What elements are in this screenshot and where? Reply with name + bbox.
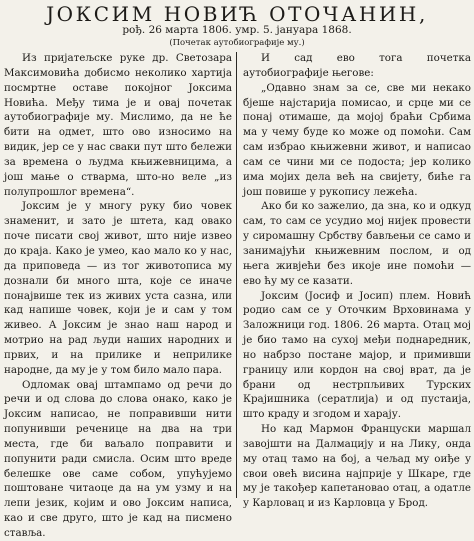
right-paragraph-2: „Одавно знам за се, све ми некако бјеше најстарија помисао, и срце ми се понај отимаше, да мојој браћи Србима ма у чему буде ко може од помоћи. Сам сам избрао књижевни живот, и написао сам се чини ми се подоста; јер колико има мојих дела већ на свијету, биће га још повише у рукопису лежећа. xyxy=(243,81,471,198)
left-column xyxy=(4,51,232,541)
autobiography-note: (Почетак аутобиографије му.) xyxy=(169,38,305,48)
right-paragraph-1: И сад ево тога почетка аутобиографије његове: xyxy=(243,52,471,79)
right-paragraph-5: Но кад Мармон Француски маршал завојшти на Далмацију и на Лику, онда му отац тамо на бој, а чељад му оиђе у свои овећ висина најприје у Шкаре, где му је такођер капетановао отац, а одатле у Карловац и из Карловца у Брод. xyxy=(243,423,471,510)
left-paragraph-3: Одломак овај штампамо од речи до речи и од слова до слова онако, како је Јоксим написао, не поправивши нити попунивши реченице на два на три места, где би ваљало поправити и попунити ради смисла. Осим што вреде белешке ове саме собом, упућујемо поштоване читаоце да на ум узму и на лепи језик, којим и ово Јоксим написа, као и све друго, што је кад на писмено ставља. xyxy=(4,378,232,539)
right-paragraph-4: Јоксим (Јосиф и Јосип) плем. Новић родио сам се у Оточким Врховинама у Заложници год. 1806. 26 марта. Отац мој је био тамо на сухој међи поднаредник, но набрзо постане мајор, и примивши границу или кордон на свој врат, да је брани од нестрпљивих Турских Крајишника (сератлија) и од пустаија, што краду и згодом и харају. xyxy=(243,289,471,421)
column-divider xyxy=(236,52,237,498)
right-column xyxy=(243,51,471,511)
article-title: ЈОКСИМ НОВИЋ ОТОЧАНИН, xyxy=(46,2,428,26)
left-paragraph-1: Из пријатељске руке др. Светозара Максимовића добисмо неколико хартија посмртне оставе покојног Јоксима Новића. Међу тима је и овај почетак аутобиографије му. Мислимо, да не ће бити на одмет, што ово износимо на видик, јер се у нас сваки пут што бележи за времена о људма књижевницима, а још мање о стварма, што-но веле „из полупрошлог времена“. xyxy=(4,52,232,198)
left-paragraph-2: Јоксим је у многу руку био човек знаменит, и зато је штета, кад овако поче писати свој живот, што није извео до краја. Како је умео, као мало ко у нас, да приповеда — из тог животописа му дознали би много шта, које се иначе понајвише тек из живих уста сазна, или кад напише човек, који је и сам у том живео. А Јоксим је знао наш народ и мотрио на рад људи наших народних и првих, и на прилике и неприлике народне, да му је у том било мало пара. xyxy=(4,200,232,376)
life-dates-subtitle: рођ. 26 марта 1806. умр. 5. јануара 1868. xyxy=(122,24,352,36)
right-paragraph-3: Ако би ко зажелио, да зна, ко и одкуд сам, то сам се усудио мој нијек провести у сиромашну Србству бављењи се само и занимајући књижевним послом, и од њега живјећи без икоје ине помоћи — ево ћу му се казати. xyxy=(243,200,471,287)
